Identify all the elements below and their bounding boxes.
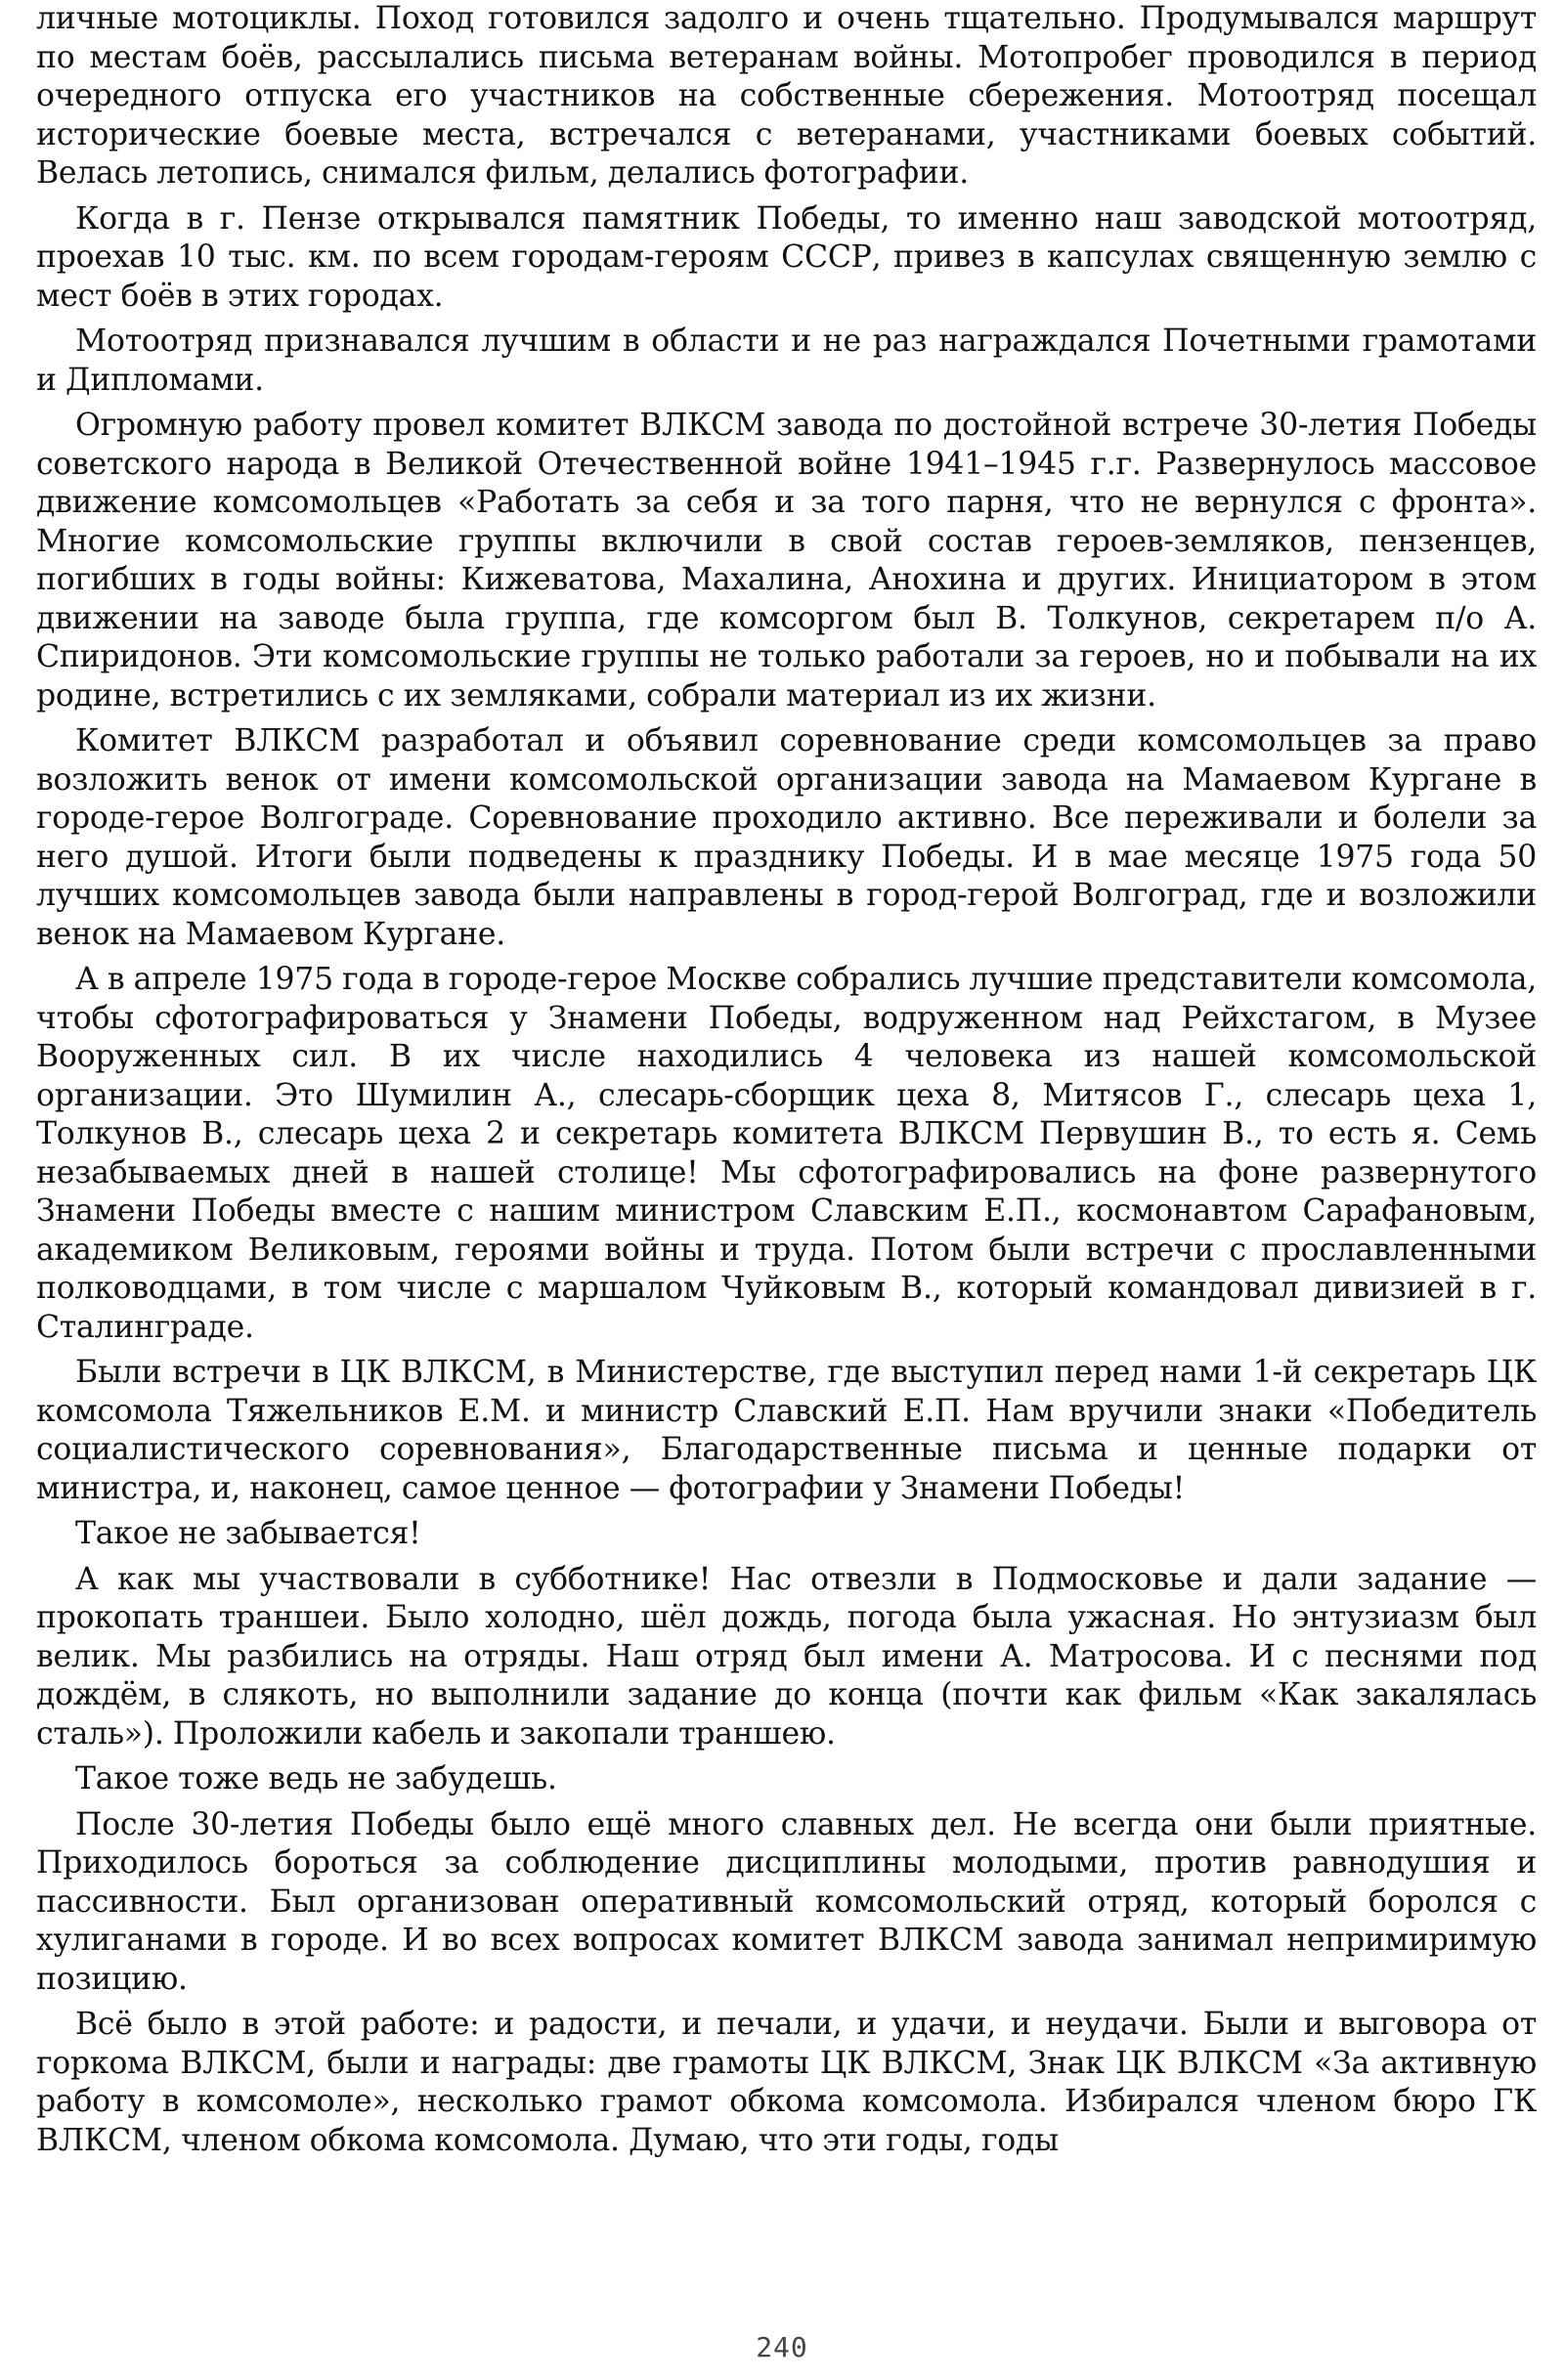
paragraph-2: Когда в г. Пензе открывался памятник Победы, то именно наш заводской мотоотряд, проехав 10 тыс. км. по всем городам-героям СССР, привез в капсулах священную землю с мест боёв в этих городах.	[36, 200, 1537, 314]
paragraph-6: А в апреле 1975 года в городе-герое Москве собрались лучшие представители комсомола, чтобы сфотографироваться у Знамени Победы, водруженном над Рейхстагом, в Музее Вооруженных сил. В их числе находились 4 человека из нашей комсомольской организации. Это Шумилин А., слесарь-сборщик цеха 8, Митясов Г., слесарь цеха 1, Толкунов В., слесарь цеха 2 и секретарь комитета ВЛКСМ Первушин В., то есть я. Семь незабываемых дней в нашей столице! Мы сфотографировались на фоне развернутого Знамени Победы вместе с нашим министром Славским Е.П., космонавтом Сарафановым, академиком Великовым, героями войны и труда. Потом были встречи с прославленными полководцами, в том числе с маршалом Чуйковым В., который командовал дивизией в г. Сталинграде.	[36, 962, 1537, 1345]
paragraph-4: Огромную работу провел комитет ВЛКСМ завода по достойной встрече 30-летия Победы советского народа в Великой Отечественной войне 1941–1945 г.г. Развернулось массовое движение комсомольцев «Работать за себя и за того парня, что не вернулся с фронта». Многие комсомольские группы включили в свой состав героев-земляков, пензенцев, погибших в годы войны: Кижеватова, Махалина, Анохина и других. Инициатором в этом движении на заводе была группа, где комсоргом был В. Толкунов, секретарем п/о А. Спиридонов. Эти комсомольские группы не только работали за героев, но и побывали на их родине, встретились с их земляками, собрали материал из их жизни.	[36, 408, 1537, 714]
paragraph-3: Мотоотряд признавался лучшим в области и не раз награждался Почетными грамотами и Дипломами.	[36, 324, 1537, 398]
page-number: 240	[756, 2331, 808, 2363]
paragraph-1: личные мотоциклы. Поход готовился задолго и очень тщательно. Продумывался маршрут по местам боёв, рассылались письма ветеранам войны. Мотопробег проводился в период очередного отпуска его участников на собственные сбережения. Мотоотряд посещал исторические боевые места, встречался с ветеранами, участниками боевых событий. Велась летопись, снимался фильм, делались фотографии.	[36, 1, 1537, 191]
paragraph-12: Всё было в этой работе: и радости, и печали, и удачи, и неудачи. Были и выговора от горкома ВЛКСМ, были и награды: две грамоты ЦК ВЛКСМ, Знак ЦК ВЛКСМ «За активную работу в комсомоле», несколько грамот обкома комсомола. Избирался членом бюро ГК ВЛКСМ, членом обкома комсомола. Думаю, что эти годы, годы	[36, 2007, 1537, 2158]
book-page	[36, 0, 1537, 2380]
paragraph-8: Такое не забывается!	[75, 1516, 421, 1551]
paragraph-9: А как мы участвовали в субботнике! Нас отвезли в Подмосковье и дали задание — прокопать траншеи. Было холодно, шёл дождь, погода была ужасная. Но энтузиазм был велик. Мы разбились на отряды. Наш отряд был имени А. Матросова. И с песнями под дождём, в слякоть, но выполнили задание до конца (почти как фильм «Как закалялась сталь»). Проложили кабель и закопали траншею.	[36, 1561, 1537, 1752]
paragraph-11: После 30-летия Победы было ещё много славных дел. Не всегда они были приятные. Приходилось бороться за соблюдение дисциплины молодыми, против равнодушия и пассивности. Был организован оперативный комсомольский отряд, который боролся с хулиганами в городе. И во всех вопросах комитет ВЛКСМ завода занимал непримиримую позицию.	[36, 1806, 1537, 1997]
paragraph-10: Такое тоже ведь не забудешь.	[75, 1761, 557, 1796]
paragraph-7: Были встречи в ЦК ВЛКСМ, в Министерстве, где выступил перед нами 1-й секретарь ЦК комсомола Тяжельников Е.М. и министр Славский Е.П. Нам вручили знаки «Победитель социалистического соревнования», Благодарственные письма и ценные подарки от министра, и, наконец, самое ценное — фотографии у Знамени Победы!	[36, 1355, 1537, 1506]
body-text	[36, 0, 1537, 2160]
paragraph-5: Комитет ВЛКСМ разработал и объявил соревнование среди комсомольцев за право возложить венок от имени комсомольской организации завода на Мамаевом Кургане в городе-герое Волгограде. Соревнование проходило активно. Все переживали и болели за него душой. Итоги были подведены к празднику Победы. И в мае месяце 1975 года 50 лучших комсомольцев завода были направлены в город-герой Волгоград, где и возложили венок на Мамаевом Кургане.	[36, 723, 1537, 952]
